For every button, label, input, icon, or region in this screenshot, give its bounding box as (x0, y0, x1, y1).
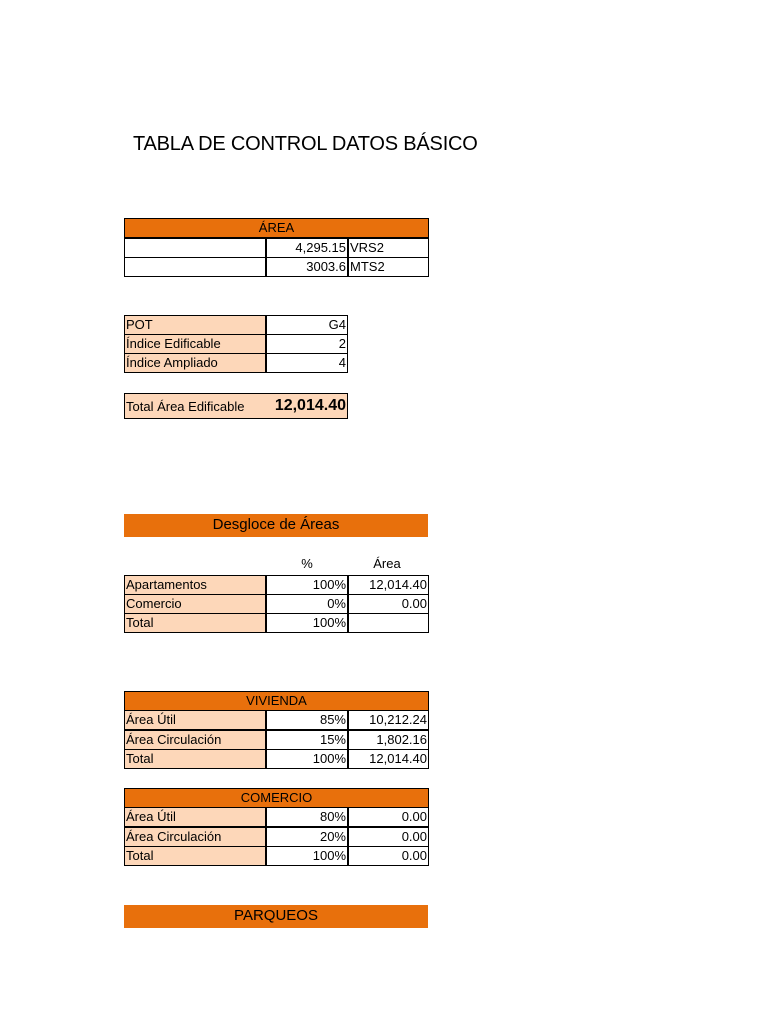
comercio-row-area: 0.00 (348, 846, 429, 866)
vivienda-header: VIVIENDA (124, 691, 429, 711)
vivienda-row (124, 730, 429, 750)
area-row-blank (124, 238, 266, 258)
vivienda-row-pct: 100% (266, 749, 348, 769)
desgloce-row-area: 12,014.40 (348, 575, 429, 595)
vivienda-row-label: Total (124, 749, 266, 769)
area-row-blank (124, 257, 266, 277)
desgloce-row-label: Comercio (124, 594, 266, 614)
pot-row-value: 2 (266, 334, 348, 354)
vivienda-row-label: Área Circulación (124, 730, 266, 750)
area-row (124, 257, 429, 277)
vivienda-row-area: 1,802.16 (348, 730, 429, 750)
pot-row (124, 315, 348, 335)
pot-row (124, 334, 348, 354)
vivienda-row-area: 12,014.40 (348, 749, 429, 769)
comercio-header: COMERCIO (124, 788, 429, 808)
comercio-row-pct: 80% (266, 807, 348, 827)
vivienda-row-pct: 85% (266, 710, 348, 730)
comercio-row-label: Total (124, 846, 266, 866)
desgloce-row-area: 0.00 (348, 594, 429, 614)
comercio-row-label: Área Útil (124, 807, 266, 827)
pot-row-value: G4 (266, 315, 348, 335)
comercio-row-pct: 20% (266, 827, 348, 847)
desgloce-row-pct: 0% (266, 594, 348, 614)
comercio-row-pct: 100% (266, 846, 348, 866)
pot-row-value: 4 (266, 353, 348, 373)
vivienda-row-area: 10,212.24 (348, 710, 429, 730)
desgloce-row-pct: 100% (266, 575, 348, 595)
desgloce-row-label: Apartamentos (124, 575, 266, 595)
comercio-row-label: Área Circulación (124, 827, 266, 847)
comercio-row-area: 0.00 (348, 807, 429, 827)
pot-row (124, 353, 348, 373)
comercio-row (124, 846, 429, 866)
desgloce-col-area: Área (373, 556, 401, 571)
desgloce-row-pct: 100% (266, 613, 348, 633)
pot-row-label: Índice Ampliado (124, 353, 266, 373)
desgloce-row-area (348, 613, 429, 633)
desgloce-row (124, 613, 429, 633)
desgloce-col-pct: % (301, 556, 313, 571)
desgloce-row-label: Total (124, 613, 266, 633)
parqueos-title: PARQUEOS (124, 905, 428, 928)
page-title: TABLA DE CONTROL DATOS BÁSICO (133, 133, 478, 155)
comercio-row-area: 0.00 (348, 827, 429, 847)
vivienda-row (124, 710, 429, 730)
total-edificable-value: 12,014.40 (274, 397, 346, 414)
comercio-row (124, 827, 429, 847)
vivienda-row-pct: 15% (266, 730, 348, 750)
desgloce-title: Desgloce de Áreas (124, 514, 428, 537)
total-edificable-label: Total Área Edificable (126, 399, 245, 414)
desgloce-row (124, 594, 429, 614)
area-row-unit: MTS2 (348, 257, 429, 277)
total-edificable-box (124, 393, 348, 419)
area-row-value: 3003.6 (266, 257, 348, 277)
area-row-value: 4,295.15 (266, 238, 348, 258)
area-row-unit: VRS2 (348, 238, 429, 258)
area-table-header: ÁREA (124, 218, 429, 238)
vivienda-row-label: Área Útil (124, 710, 266, 730)
vivienda-row (124, 749, 429, 769)
pot-row-label: POT (124, 315, 266, 335)
area-row (124, 238, 429, 258)
comercio-row (124, 807, 429, 827)
desgloce-row (124, 575, 429, 595)
pot-row-label: Índice Edificable (124, 334, 266, 354)
